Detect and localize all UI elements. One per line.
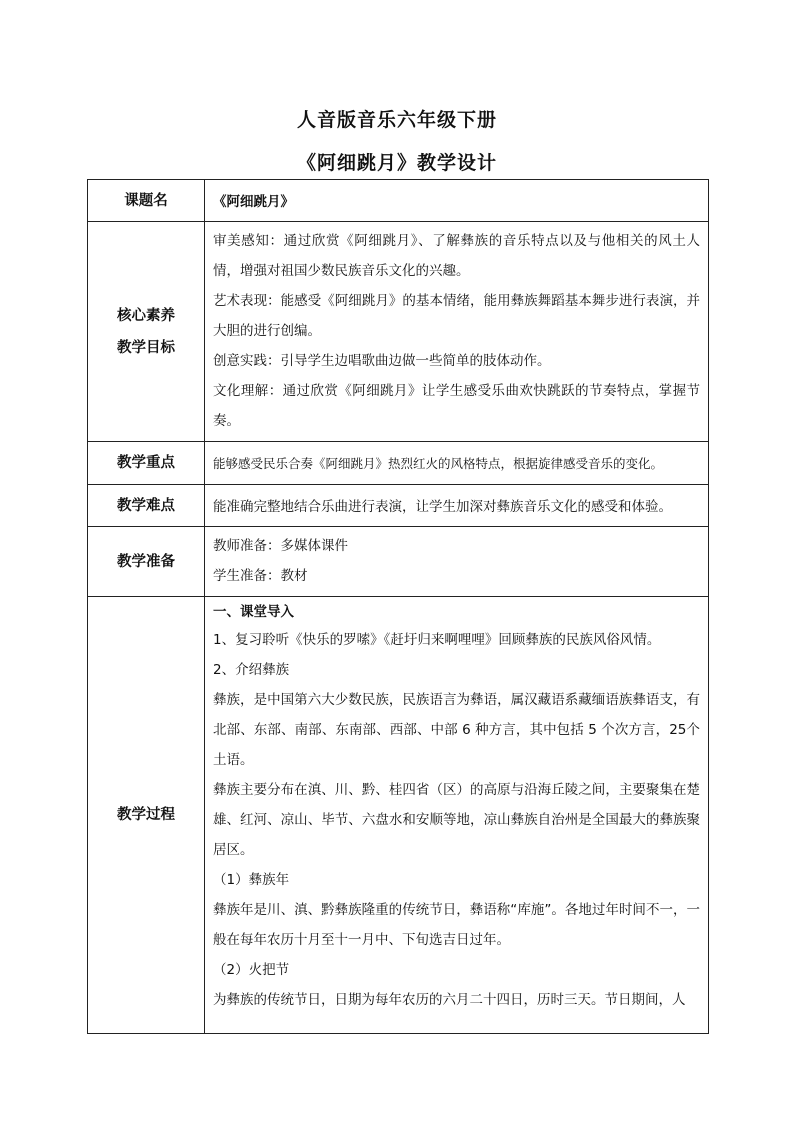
process-row [88, 597, 709, 1034]
topic-value: 《阿细跳月》 [213, 193, 294, 210]
process-paragraph: （2）火把节 [213, 962, 290, 978]
document-subtitle: 《阿细跳月》教学设计 [296, 152, 497, 174]
topic-row [88, 180, 709, 222]
teacher-preparation: 教师准备：多媒体课件 [213, 538, 348, 554]
topic-label: 课题名 [88, 180, 205, 222]
goals-label [88, 222, 205, 442]
preparation-row [88, 527, 709, 597]
key-points-label: 教学重点 [88, 442, 205, 485]
process-paragraph: 1、复习聆听《快乐的罗嗦》《赶圩归来啊哩哩》回顾彝族的民族风俗风情。 [213, 632, 661, 648]
student-preparation: 学生准备：教材 [213, 568, 308, 584]
goal-expression: 艺术表现：能感受《阿细跳月》的基本情绪，能用彝族舞蹈基本舞步进行表演，并大胆的进行创编。 [213, 293, 700, 339]
process-paragraph: 为彝族的传统节日，日期为每年农历的六月二十四日，历时三天。节日期间，人 [213, 992, 686, 1008]
difficulties-row [88, 485, 709, 527]
process-paragraph: 彝族年是川、滇、黔彝族隆重的传统节日，彝语称“库施”。各地过年时间不一，一般在每年农历十月至十一月中、下旬选吉日过年。 [213, 902, 700, 948]
process-content [213, 599, 700, 1031]
process-paragraph: 2、介绍彝族 [213, 662, 290, 678]
goals-label-line1: 核心素养 [117, 307, 175, 324]
lesson-plan-table [87, 179, 709, 1034]
process-section-heading: 一、课堂导入 [213, 604, 294, 620]
goals-row [88, 222, 709, 442]
difficulties-label: 教学难点 [88, 485, 205, 527]
key-points-row [88, 442, 709, 485]
key-points-value: 能够感受民乐合奏《阿细跳月》热烈红火的风格特点，根据旋律感受音乐的变化。 [213, 456, 664, 471]
goal-culture: 文化理解：通过欣赏《阿细跳月》让学生感受乐曲欢快跳跃的节奏特点，掌握节奏。 [213, 383, 700, 429]
preparation-label: 教学准备 [88, 527, 205, 597]
process-label: 教学过程 [88, 597, 205, 1034]
difficulties-value: 能准确完整地结合乐曲进行表演，让学生加深对彝族音乐文化的感受和体验。 [213, 498, 672, 515]
goals-label-line2: 教学目标 [117, 339, 175, 356]
goal-aesthetic: 审美感知：通过欣赏《阿细跳月》、了解彝族的音乐特点以及与他相关的风土人情，增强对祖国少数民族音乐文化的兴趣。 [213, 233, 700, 279]
document-title: 人音版音乐六年级下册 [296, 109, 497, 131]
process-paragraph: 彝族，是中国第六大少数民族，民族语言为彝语，属汉藏语系藏缅语族彝语支，有北部、东部、南部、东南部、西部、中部 6 种方言，其中包括 5 个次方言，25个土语。 [213, 692, 700, 768]
process-paragraph: 彝族主要分布在滇、川、黔、桂四省（区）的高原与沿海丘陵之间，主要聚集在楚雄、红河、凉山、毕节、六盘水和安顺等地，凉山彝族自治州是全国最大的彝族聚居区。 [213, 782, 700, 858]
goal-creative: 创意实践：引导学生边唱歌曲边做一些简单的肢体动作。 [213, 353, 551, 369]
process-paragraph: （1）彝族年 [213, 872, 290, 888]
